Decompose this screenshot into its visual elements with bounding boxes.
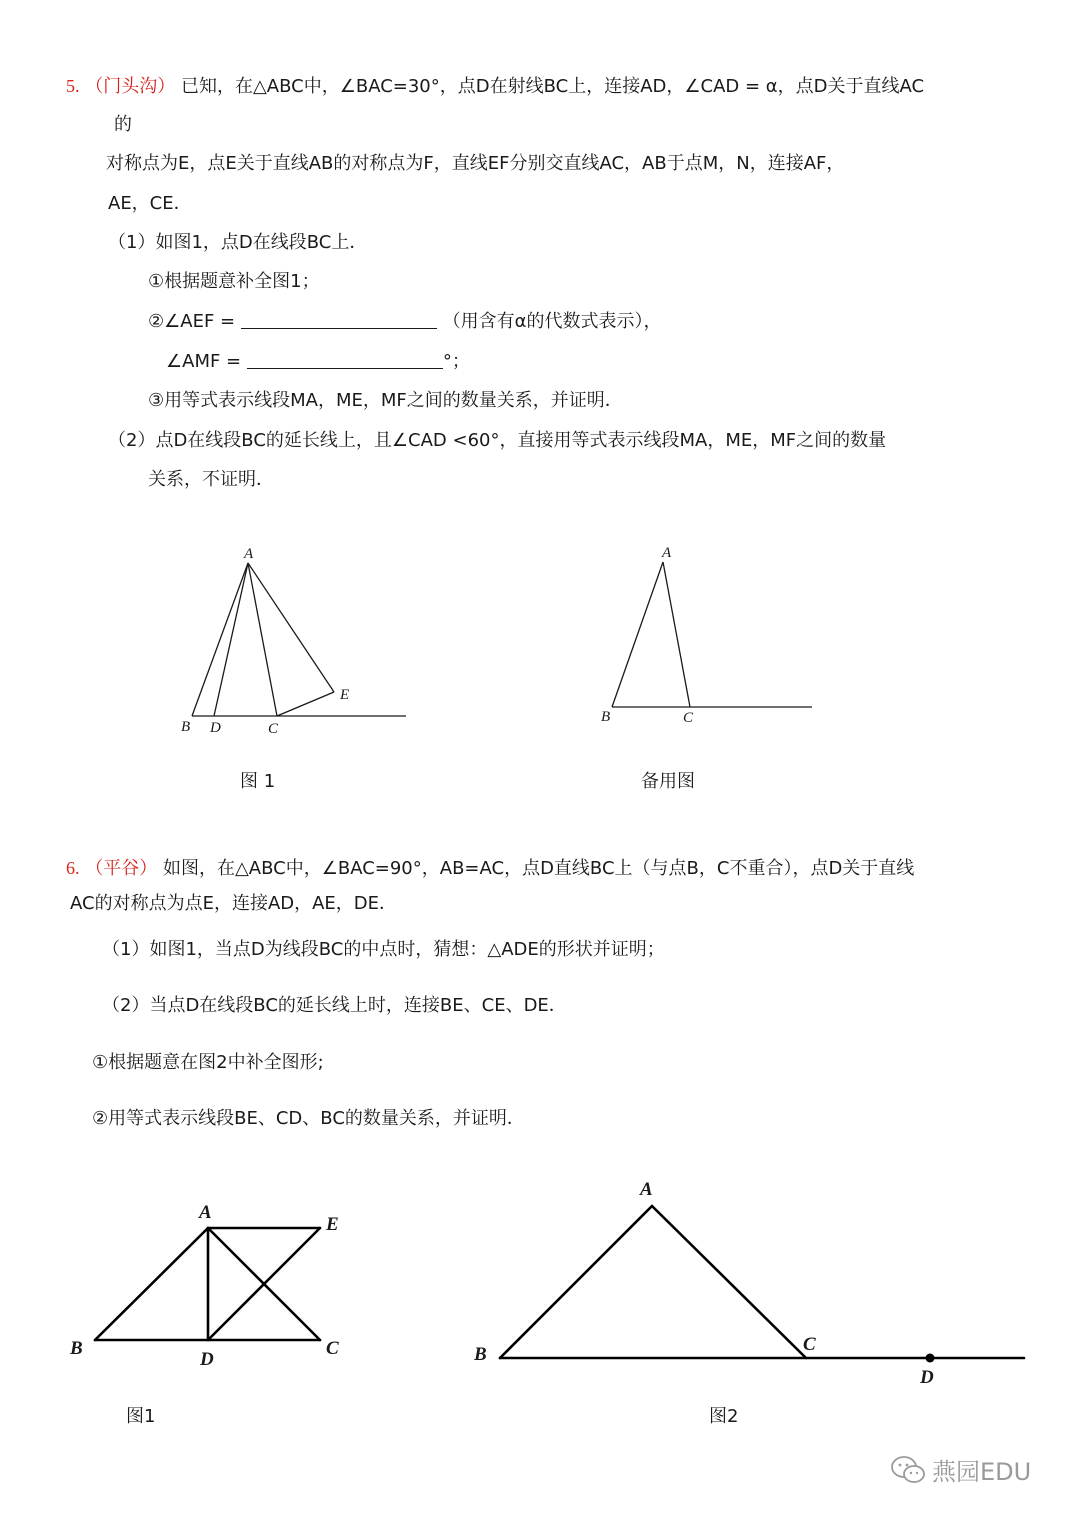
problem-5-part-2: （2）点D在线段BC的延长线上，且∠CAD <60°，直接用等式表示线段MA，ME，MF之间的数量: [108, 430, 887, 451]
figure-caption: 备用图: [641, 771, 695, 792]
point-label-c: C: [683, 710, 694, 726]
figure-caption: 图2: [709, 1406, 739, 1427]
hint-text: （用含有α的代数式表示），: [442, 311, 662, 332]
point-label-b: B: [70, 1338, 83, 1359]
segment-ab: [500, 1206, 652, 1358]
problem-5-step-3: ③用等式表示线段MA，ME，MF之间的数量关系，并证明．: [148, 390, 623, 411]
point-label-e: E: [340, 687, 350, 703]
problem-number: 5.: [66, 76, 80, 96]
point-label-d: D: [200, 1349, 214, 1370]
angle-aef-label: ②∠AEF =: [148, 311, 236, 332]
problem-6-part-2: （2）当点D在线段BC的延长线上时，连接BE、CE、DE．: [102, 995, 567, 1016]
problem-6-step-1: ①根据题意在图2中补全图形;: [92, 1052, 324, 1073]
problem-source: （平谷）: [85, 858, 158, 879]
problem-source: （门头沟）: [85, 76, 176, 97]
watermark: [890, 1452, 1031, 1487]
point-label-c: C: [326, 1338, 339, 1359]
figure-caption: 图1: [126, 1406, 156, 1427]
problem-5-line-2: 的: [114, 114, 132, 135]
point-label-b: B: [601, 709, 611, 725]
watermark-text: 燕园EDU: [932, 1458, 1032, 1486]
problem-6-part-1: （1）如图1，当点D为线段BC的中点时，猜想：△ADE的形状并证明；: [102, 939, 665, 960]
point-label-b: B: [181, 719, 191, 735]
point-label-a: A: [662, 545, 672, 561]
point-label-b: B: [474, 1344, 487, 1365]
point-label-e: E: [326, 1214, 339, 1235]
problem-number: 6.: [66, 858, 80, 878]
point-d-dot: [926, 1354, 935, 1363]
problem-5-line-3: 对称点为E，点E关于直线AB的对称点为F，直线EF分别交直线AC，AB于点M，N，连接AF，: [106, 153, 845, 174]
segment-ab: [95, 1228, 208, 1340]
point-label-c: C: [268, 721, 279, 737]
problem-5-part-2b: 关系，不证明．: [148, 469, 274, 490]
segment-ac: [652, 1206, 806, 1358]
figure-caption: 图 1: [240, 771, 276, 792]
problem-6-step-2: ②用等式表示线段BE、CD、BC的数量关系，并证明．: [92, 1108, 525, 1129]
angle-amf-label: ∠AMF =: [166, 351, 242, 372]
problem-text: 已知，在△ABC中，∠BAC=30°，点D在射线BC上，连接AD，∠CAD = α，点D关于直线AC: [180, 76, 925, 97]
problem-5-step-1: ①根据题意补全图1；: [148, 271, 320, 292]
point-label-a: A: [244, 546, 254, 562]
point-label-a: A: [199, 1202, 212, 1223]
point-label-d: D: [210, 720, 221, 736]
point-label-d: D: [920, 1367, 934, 1388]
wechat-icon: [890, 1455, 926, 1485]
problem-5-line-4: AE，CE．: [108, 193, 192, 214]
point-label-a: A: [640, 1179, 653, 1200]
point-label-c: C: [803, 1334, 816, 1355]
degree-unit: °；: [442, 351, 470, 372]
problem-text: 如图，在△ABC中，∠BAC=90°，AB=AC，点D直线BC上（与点B，C不重合），点D关于直线: [162, 858, 915, 879]
problem-5-part-1: （1）如图1，点D在线段BC上．: [108, 232, 368, 253]
problem-6-line-2: AC的对称点为点E，连接AD，AE，DE．: [70, 893, 398, 914]
